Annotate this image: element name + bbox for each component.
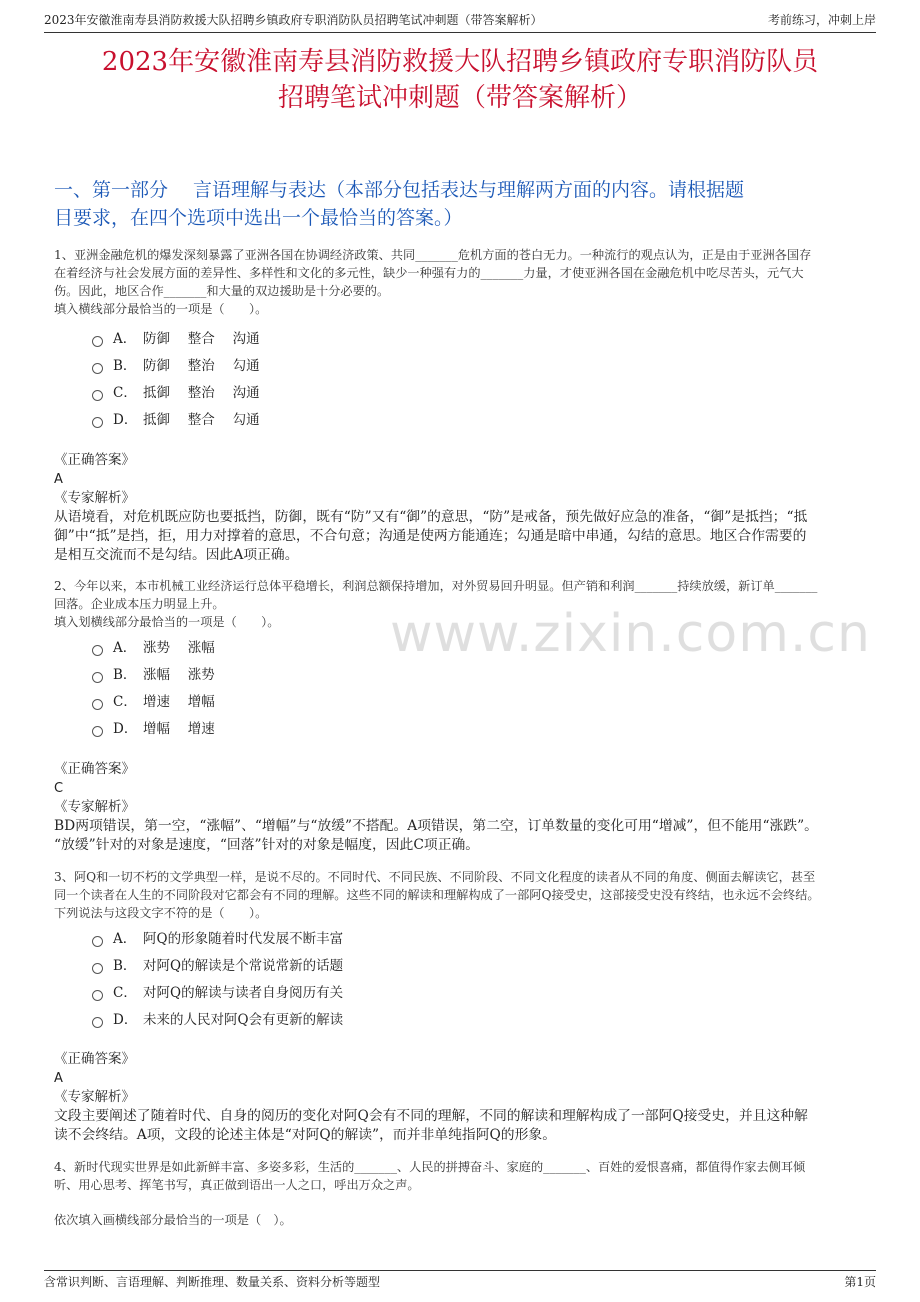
- header-slogan: 考前练习，冲刺上岸: [767, 13, 876, 27]
- radio-button[interactable]: [92, 936, 103, 947]
- option-c[interactable]: [92, 979, 492, 1006]
- option-label: A．: [113, 330, 137, 347]
- option-label: A．: [113, 639, 137, 656]
- expl-title: 《专家解析》: [54, 1089, 135, 1105]
- radio-button[interactable]: [92, 726, 103, 737]
- radio-button[interactable]: [92, 336, 103, 347]
- stem-line: 4、新时代现实世界是如此新鲜丰富、多姿多彩，生活的_______、人民的拼搏奋斗、家庭的_______、百姓的爱恨喜痛，都值得作家去侧耳倾: [54, 1160, 806, 1174]
- option-label: C．: [113, 984, 137, 1001]
- section-line-1: 一、第一部分 言语理解与表达（本部分包括表达与理解两方面的内容。请根据题: [54, 179, 745, 201]
- answer-value: A: [54, 1071, 63, 1086]
- question-3-stem: [54, 868, 870, 922]
- title-line-2: 招聘笔试冲刺题（带答案解析）: [277, 83, 642, 113]
- page-header: [44, 12, 876, 33]
- explanation-line: 从语境看，对危机既应防也要抵挡，防御，既有“防”又有“御”的意思，“防”是戒备，预先做好应急的准备，“御”是抵挡；“抵: [54, 509, 808, 525]
- explanation: [54, 817, 870, 855]
- radio-button[interactable]: [92, 1017, 103, 1028]
- option-text: 防御 整合 沟通: [143, 330, 260, 347]
- explanation-line: 文段主要阐述了随着时代、自身的阅历的变化对阿Q会有不同的理解，不同的解读和理解构成了一部阿Q接受史，并且这种解: [54, 1108, 808, 1124]
- stem-line: 2、今年以来，本市机械工业经济运行总体平稳增长，利润总额保持增加，对外贸易回升明显。但产销和利润_______持续放缓，新订单_______: [54, 579, 818, 593]
- answer-title: 《正确答案》: [54, 452, 135, 468]
- explanation-line: “放缓”针对的对象是速度，“回落”针对的对象是幅度，因此C项正确。: [54, 837, 480, 853]
- option-b[interactable]: [92, 661, 492, 688]
- option-a[interactable]: [92, 634, 492, 661]
- question-4-stem: [54, 1158, 870, 1194]
- stem-line: 回落。企业成本压力明显上升。: [54, 597, 225, 611]
- option-d[interactable]: [92, 406, 492, 433]
- explanation-line: 御”中“抵”是挡，拒，用力对撑着的意思，不合句意；沟通是使两方能通连；勾通是暗中串通，勾结的意思。地区合作需要的: [54, 528, 807, 544]
- option-label: C．: [113, 693, 137, 710]
- option-text: 增幅 增速: [143, 720, 215, 737]
- radio-button[interactable]: [92, 363, 103, 374]
- option-label: B．: [113, 957, 137, 974]
- option-text: 抵御 整治 沟通: [143, 384, 260, 401]
- option-text: 对阿Q的解读是个常说常新的话题: [143, 957, 344, 974]
- document-title: [40, 44, 880, 116]
- footer-topics: 含常识判断、言语理解、判断推理、数量关系、资料分析等题型: [44, 1275, 381, 1289]
- option-a[interactable]: [92, 925, 492, 952]
- option-label: D．: [113, 720, 138, 737]
- question-2-stem: [54, 577, 870, 631]
- radio-button[interactable]: [92, 963, 103, 974]
- title-line-1: 2023年安徽淮南寿县消防救援大队招聘乡镇政府专职消防队员: [101, 47, 819, 77]
- stem-line: 同一个读者在人生的不同阶段对它都会有不同的理解。这些不同的解读和理解构成了一部阿Q接受史，这部接受史没有终结，也永远不会终结。: [54, 888, 820, 902]
- question-4-prompt: 依次填入画横线部分最恰当的一项是（ ）。: [54, 1213, 292, 1227]
- radio-button[interactable]: [92, 990, 103, 1001]
- explanation-line: 读不会终结。A项，文段的论述主体是“对阿Q的解读”，而并非单纯指阿Q的形象。: [54, 1127, 556, 1143]
- header-doc-title: 2023年安徽淮南寿县消防救援大队招聘乡镇政府专职消防队员招聘笔试冲刺题（带答案解析）: [44, 13, 543, 27]
- question-1-stem: [54, 246, 870, 318]
- option-a[interactable]: [92, 325, 492, 352]
- option-c[interactable]: [92, 688, 492, 715]
- option-text: 增速 增幅: [143, 693, 215, 710]
- answer-title: 《正确答案》: [54, 1051, 135, 1067]
- question-3-options: [92, 925, 492, 1033]
- section-line-2: 目要求，在四个选项中选出一个最恰当的答案。）: [54, 207, 463, 229]
- radio-button[interactable]: [92, 645, 103, 656]
- explanation: [54, 1107, 870, 1145]
- question-2-options: [92, 634, 492, 742]
- option-label: B．: [113, 666, 137, 683]
- question-3-answer: [54, 1050, 870, 1145]
- stem-line: 1、亚洲金融危机的爆发深刻暴露了亚洲各国在协调经济政策、共同_______危机方面的苍白无力。一种流行的观点认为，正是由于亚洲各国存: [54, 248, 812, 262]
- watermark: www.zixin.com.cn: [390, 604, 871, 664]
- radio-button[interactable]: [92, 390, 103, 401]
- option-text: 对阿Q的解读与读者自身阅历有关: [143, 984, 344, 1001]
- question-2-answer: [54, 760, 870, 855]
- radio-button[interactable]: [92, 417, 103, 428]
- expl-title: 《专家解析》: [54, 490, 135, 506]
- answer-value: C: [54, 781, 64, 796]
- question-1-options: [92, 325, 492, 433]
- stem-line: 3、阿Q和一切不朽的文学典型一样，是说不尽的。不同时代、不同民族、不同阶段、不同文化程度的读者从不同的角度、侧面去解读它，甚至: [54, 870, 816, 884]
- option-text: 未来的人民对阿Q会有更新的解读: [143, 1011, 344, 1028]
- stem-line: 伤。因此，地区合作_______和大量的双边援助是十分必要的。: [54, 284, 390, 298]
- section-heading: [54, 176, 874, 232]
- option-text: 涨幅 涨势: [143, 666, 215, 683]
- option-label: A．: [113, 930, 137, 947]
- expl-title: 《专家解析》: [54, 799, 135, 815]
- answer-title: 《正确答案》: [54, 761, 135, 777]
- stem-line: 在着经济与社会发展方面的差异性、多样性和文化的多元性，缺少一种强有力的_______力量，才使亚洲各国在金融危机中吃尽苦头，元气大: [54, 266, 804, 280]
- radio-button[interactable]: [92, 699, 103, 710]
- option-d[interactable]: [92, 1006, 492, 1033]
- option-label: D．: [113, 411, 138, 428]
- explanation: [54, 508, 870, 565]
- option-c[interactable]: [92, 379, 492, 406]
- option-b[interactable]: [92, 352, 492, 379]
- option-text: 涨势 涨幅: [143, 639, 215, 656]
- option-label: C．: [113, 384, 137, 401]
- question-1-answer: [54, 451, 870, 565]
- option-label: B．: [113, 357, 137, 374]
- stem-line: 填入划横线部分最恰当的一项是（ ）。: [54, 615, 280, 629]
- page-number: 第1页: [844, 1275, 876, 1289]
- option-label: D．: [113, 1011, 138, 1028]
- option-text: 抵御 整合 勾通: [143, 411, 260, 428]
- option-b[interactable]: [92, 952, 492, 979]
- explanation-line: BD两项错误，第一空，“涨幅”、“增幅”与“放缓”不搭配。A项错误，第二空，订单数量的变化可用“增减”，但不能用“涨跌”。: [54, 818, 818, 834]
- stem-line: 下列说法与这段文字不符的是（ ）。: [54, 906, 268, 920]
- explanation-line: 是相互交流而不是勾结。因此A项正确。: [54, 547, 299, 563]
- page-footer: [44, 1270, 876, 1291]
- stem-line: 听、用心思考、挥笔书写，真正做到语出一人之口，呼出万众之声。: [54, 1178, 420, 1192]
- stem-line: 填入横线部分最恰当的一项是（ ）。: [54, 302, 268, 316]
- radio-button[interactable]: [92, 672, 103, 683]
- answer-value: A: [54, 472, 63, 487]
- option-text: 阿Q的形象随着时代发展不断丰富: [143, 930, 344, 947]
- option-d[interactable]: [92, 715, 492, 742]
- option-text: 防御 整治 勾通: [143, 357, 260, 374]
